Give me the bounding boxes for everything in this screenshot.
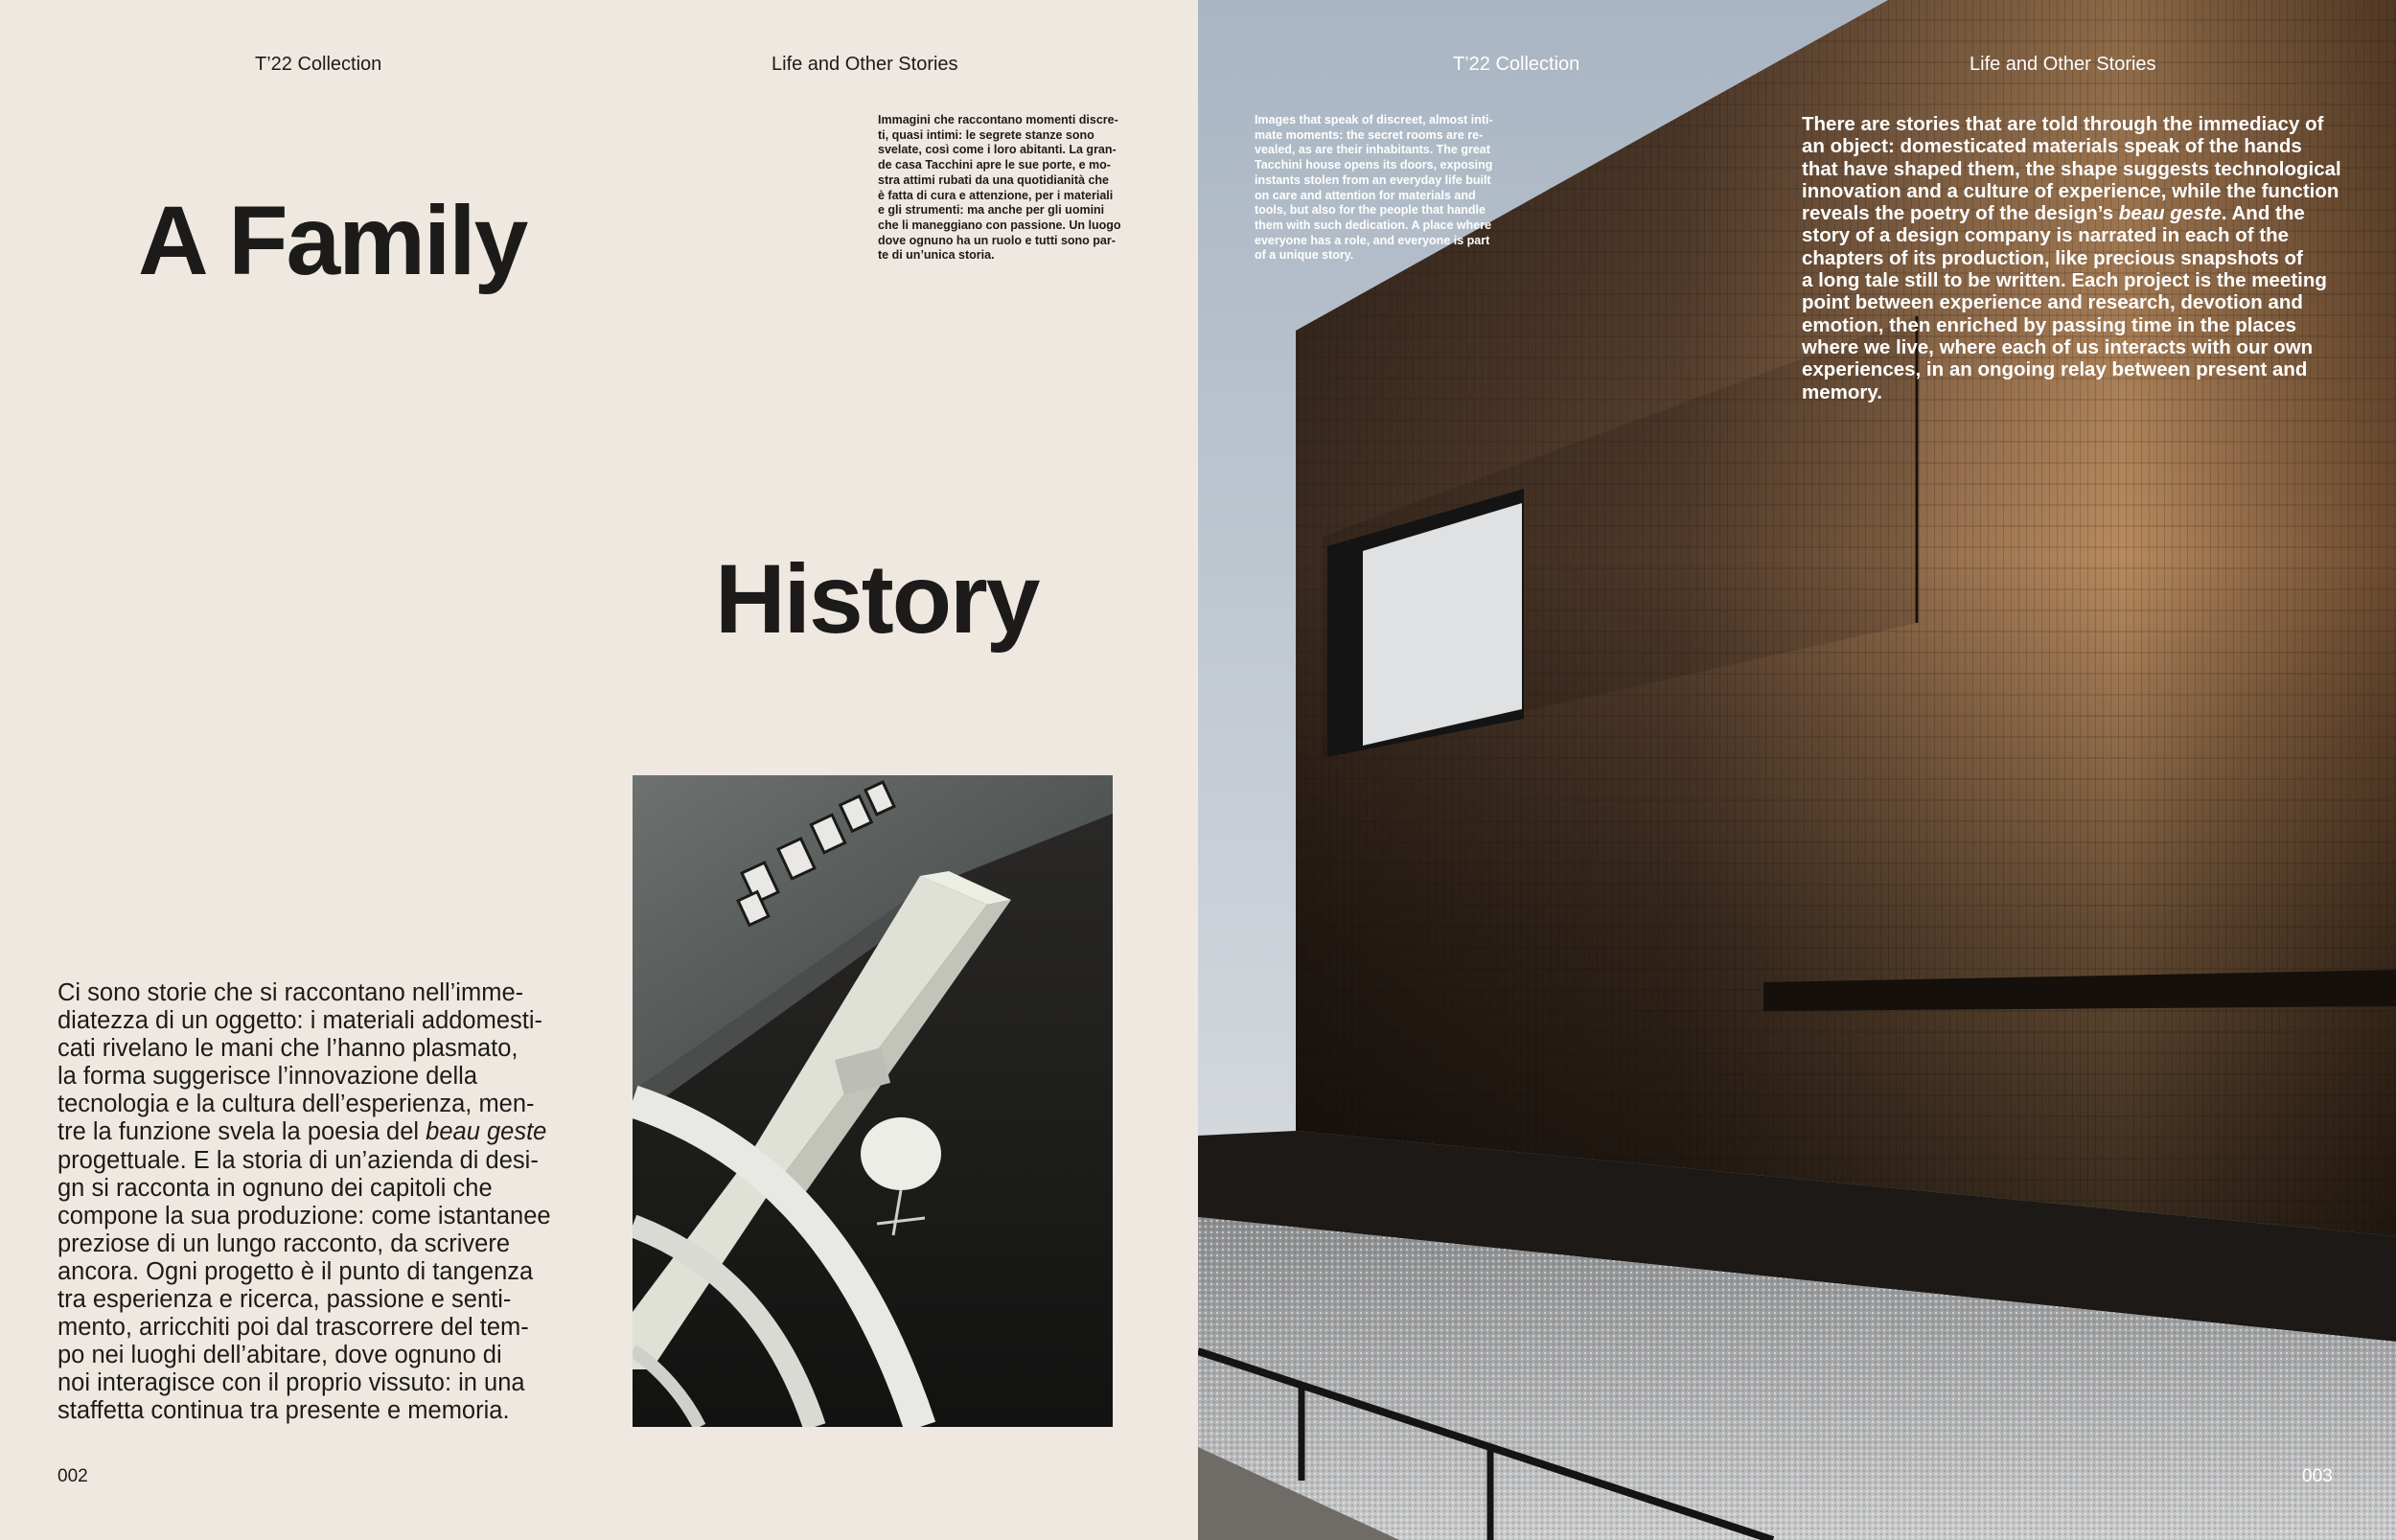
body-italian-part2: progettuale. E la storia di un’azienda di desi- gn si racconta in ognuno dei capitoli che compone la sua produzione: come istantanee preziose di un lungo racconto, da scrivere ancora. Ogni progetto è il punto di tangenza tra esperienza e ricerca, passione e senti- mento, arricchiti poi dal trascorrere del tem- po nei luoghi dell’abitare, dove ognuno di noi interagisce con il proprio vissuto: in una staffetta continua tra presente e memoria.	[58, 1146, 551, 1425]
title-line-2: History	[715, 544, 1039, 654]
body-english-part2: . And the story of a design company is narrated in each of the chapters of its production, like precious snapshots of a long tale still to be written. Each project is the meeting point between experience and research, devotion and emotion, then enriched by passing time in the places where we live, where each of us interacts with our own experiences, in an ongoing relay between present and memory.	[1802, 202, 2327, 403]
folio-right: 003	[2302, 1466, 2333, 1486]
running-head-left: T’22 Collection	[255, 54, 382, 75]
body-italian	[58, 979, 613, 1426]
body-italian-italic: beau geste	[426, 1118, 547, 1146]
body-english	[1802, 113, 2358, 403]
intro-english: Images that speak of discreet, almost inti- mate moments: the secret rooms are re- vealed, as are their inhabitants. The great Tacchini house opens its doors, exposing instants stolen from an everyday life built on care and attention for materials and tools, but also for the people that handle them with such dedication. A place where everyone has a role, and everyone is part of a unique story.	[1255, 113, 1493, 263]
running-head-left: T’22 Collection	[1453, 54, 1580, 75]
interior-photo-icon	[633, 775, 1113, 1427]
running-head-right: Life and Other Stories	[772, 54, 958, 75]
running-head-right: Life and Other Stories	[1970, 54, 2156, 75]
body-english-italic: beau geste	[2118, 202, 2222, 225]
title-line-1: A Family	[138, 186, 527, 295]
body-english-part1: There are stories that are told through the immediacy of an object: domesticated materials speak of the hands that have shaped them, the shape suggests technological innovation and a culture of experience, while the function reveals the poetry of the design’s	[1802, 113, 2341, 225]
folio-left: 002	[58, 1466, 88, 1486]
right-page	[1198, 0, 2396, 1540]
interior-photo	[633, 775, 1113, 1427]
intro-italian: Immagini che raccontano momenti discre- ti, quasi intimi: le segrete stanze sono svelate, così come i loro abitanti. La gran- de casa Tacchini apre le sue porte, e mo- stra attimi rubati da una quotidianità che è fatta di cura e attenzione, per i materiali e gli strumenti: ma anche per gli uomini che li maneggiano con passione. Un luogo dove ognuno ha un ruolo e tutti sono par- te di un’unica storia.	[878, 113, 1121, 263]
body-italian-part1: Ci sono storie che si raccontano nell’imme- diatezza di un oggetto: i materiali addomesti- cati rivelano le mani che l’hanno plasmato, la forma suggerisce l’innovazione della tecnologia e la cultura dell’esperienza, men- tre la funzione svela la poesia del	[58, 979, 543, 1146]
